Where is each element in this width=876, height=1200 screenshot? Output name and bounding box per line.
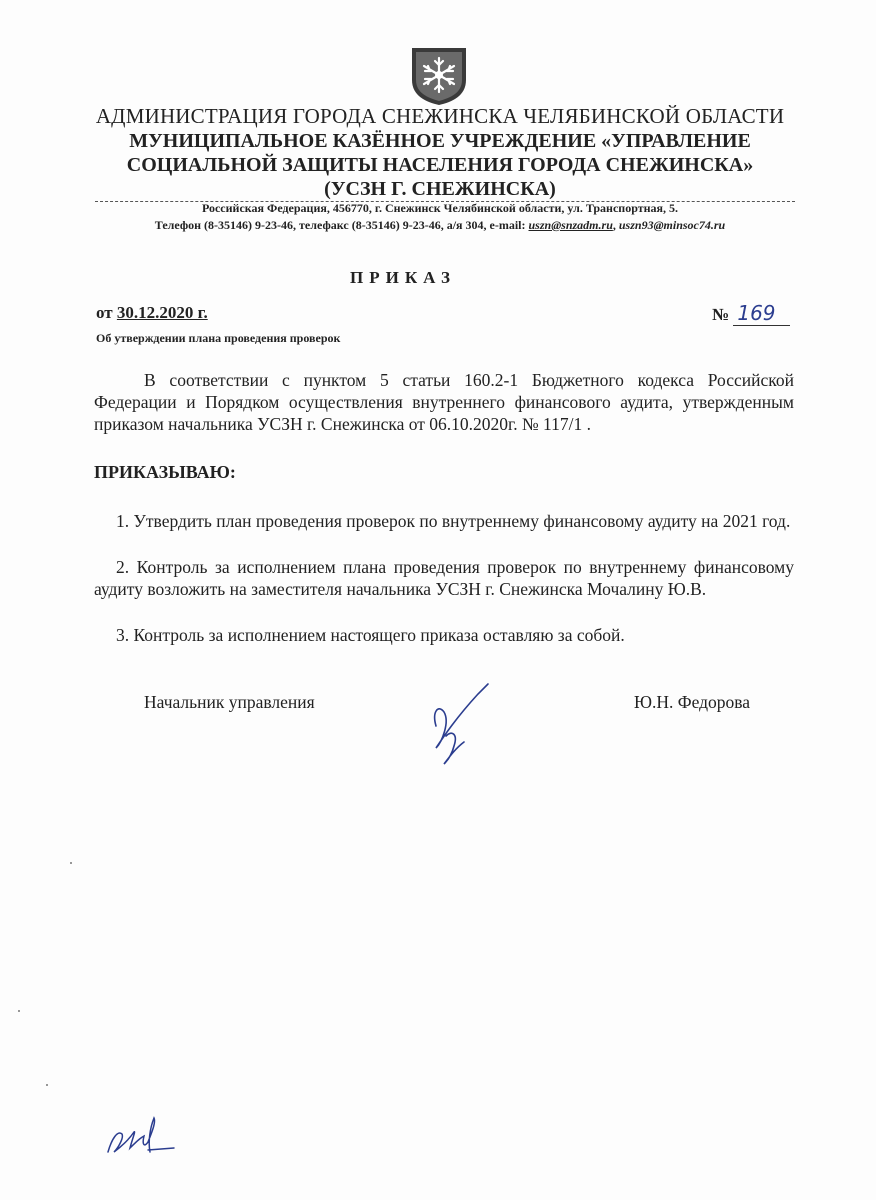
org-parent-name: АДМИНИСТРАЦИЯ ГОРОДА СНЕЖИНСКА ЧЕЛЯБИНСКОЙ ОБЛАСТИ (95, 104, 785, 128)
org-contacts (80, 218, 800, 233)
scan-speck (70, 862, 72, 864)
date-value: 30.12.2020 г. (116, 303, 208, 322)
order-subject: Об утверждении плана проведения проверок (96, 331, 341, 345)
scan-speck (18, 1010, 20, 1012)
handwritten-signature (422, 676, 502, 768)
signatory-position: Начальник управления (144, 692, 315, 712)
order-date (96, 303, 208, 323)
signatory-name: Ю.Н. Федорова (634, 692, 751, 712)
org-short-name: (УСЗН Г. СНЕЖИНСКА) (324, 178, 556, 200)
number-value: 169 (733, 301, 789, 326)
order-item-2: 2. Контроль за исполнением плана проведения проверок по внутреннему финансовому аудиту возложить на заместителя начальника УСЗН г. Снежинска Мочалину Ю.В. (94, 557, 794, 599)
contacts-text: Телефон (8-35146) 9-23-46, телефакс (8-35146) 9-23-46, а/я 304, e-mail: (154, 218, 529, 232)
order-number (712, 301, 790, 325)
scan-speck (46, 1084, 48, 1086)
org-address: Российская Федерация, 456770, г. Снежинск Челябинской области, ул. Транспортная, 5. (201, 201, 679, 215)
org-name-line1: МУНИЦИПАЛЬНОЕ КАЗЁННОЕ УЧРЕЖДЕНИЕ «УПРАВЛЕНИЕ (129, 130, 751, 152)
date-prefix: от (96, 303, 117, 322)
intro-paragraph: В соответствии с пунктом 5 статьи 160.2-1 Бюджетного кодекса Российской Федерации и Порядком осуществления внутреннего финансового аудита, утвержденным приказом начальника УСЗН г. Снежинска от 06.10.2020г. № 117/1 . (94, 370, 794, 434)
org-name-line2: СОЦИАЛЬНОЙ ЗАЩИТЫ НАСЕЛЕНИЯ ГОРОДА СНЕЖИНСКА» (126, 154, 754, 176)
number-prefix: № (712, 305, 734, 324)
order-item-1: 1. Утвердить план проведения проверок по внутреннему финансовому аудиту на 2021 год. (116, 511, 791, 531)
snowflake-coat-of-arms-icon (410, 46, 468, 106)
document-title: ПРИКАЗ (350, 268, 456, 287)
email-separator: , (612, 218, 619, 232)
order-item-3: 3. Контроль за исполнением настоящего приказа оставляю за собой. (116, 625, 625, 645)
email-link-2[interactable]: uszn93@minsoc74.ru (618, 218, 726, 232)
decree-heading: ПРИКАЗЫВАЮ: (94, 462, 236, 482)
handwritten-initials (100, 1108, 180, 1164)
email-link-1[interactable]: uszn@snzadm.ru (528, 218, 613, 232)
